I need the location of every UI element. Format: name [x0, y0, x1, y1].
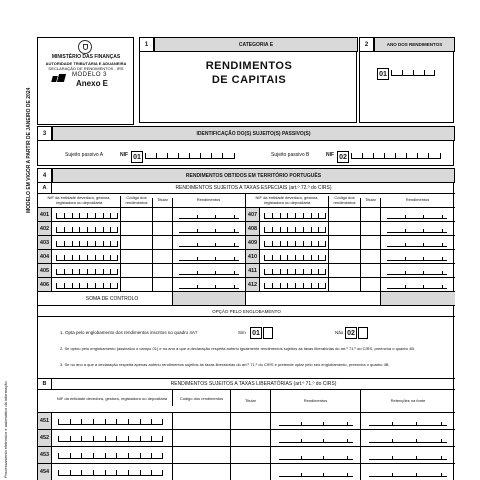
rendimentos-cell	[270, 464, 360, 480]
year-input[interactable]	[391, 70, 435, 76]
col-titular-header: Titular	[152, 198, 172, 207]
nif-input[interactable]	[264, 241, 326, 247]
titular-input[interactable]	[360, 264, 380, 277]
sim-label: Sim	[238, 330, 246, 335]
table-row	[246, 278, 455, 292]
rendimentos-cell	[172, 208, 246, 221]
rendimentos-input[interactable]	[387, 241, 447, 247]
retencoes-cell	[360, 413, 455, 429]
nif-b-code: 02	[337, 151, 349, 163]
code-input[interactable]	[120, 250, 152, 263]
titular-input[interactable]	[360, 250, 380, 263]
rendimentos-cell	[172, 278, 246, 291]
rendimentos-input[interactable]	[387, 213, 447, 219]
nif-a-code: 01	[131, 151, 143, 163]
colB-code-header: Código dos rendimentos	[172, 390, 230, 406]
subsection-b-title: RENDIMENTOS SUJEITOS A TAXAS LIBERATÓRIAS (art.º 71.º do CIRS)	[52, 378, 455, 390]
col-code-header: Código dos rendimentos	[120, 196, 152, 207]
retencoes-input[interactable]	[369, 437, 447, 443]
col-nif-header: NIF da entidade devedora, gestora, registadora ou depositária	[255, 195, 319, 205]
table-a-right-header	[246, 194, 455, 208]
code-input[interactable]	[328, 208, 360, 221]
control-sum-left[interactable]	[172, 292, 246, 305]
rendimentos-cell	[380, 278, 455, 291]
sim-checkbox[interactable]: 01	[250, 327, 262, 339]
ministry-label: MINISTÉRIO DAS FINANÇAS	[51, 54, 121, 60]
subject-b-label: Sujeito passivo B	[271, 152, 310, 158]
header-logo-block	[37, 37, 134, 125]
nif-input[interactable]	[264, 269, 326, 275]
annex-label: Anexo E	[76, 79, 109, 88]
colB-titular-header: Titular	[230, 390, 270, 413]
table-b-body	[38, 413, 455, 480]
nif-a-input[interactable]	[145, 153, 235, 159]
nif-a-label: NIF	[120, 152, 129, 158]
col-rend-header: Rendimentos	[380, 198, 454, 207]
control-sum-row	[38, 292, 455, 306]
rendimentos-cell	[380, 208, 455, 221]
year-code: 01	[377, 68, 389, 80]
titular-input[interactable]	[152, 208, 172, 221]
subject-a-label: Sujeito passivo A	[65, 152, 104, 158]
row-code: 451	[38, 413, 52, 429]
titular-input[interactable]	[152, 236, 172, 249]
code-input[interactable]	[120, 278, 152, 291]
row-code: 405	[38, 264, 52, 277]
rendimentos-input[interactable]	[179, 213, 239, 219]
row-code: 412	[246, 278, 260, 291]
titular-input[interactable]	[360, 222, 380, 235]
row-code: 401	[38, 208, 52, 221]
titular-input[interactable]	[230, 413, 270, 429]
processing-note: Processamento eletrónico e automático da informação	[3, 381, 8, 478]
rendimentos-cell	[380, 236, 455, 249]
section4-number: 4	[38, 169, 52, 183]
nif-input[interactable]	[56, 269, 118, 275]
nao-mark-box[interactable]	[358, 327, 368, 339]
nif-input[interactable]	[56, 255, 118, 261]
nif-input[interactable]	[58, 453, 163, 459]
table-row	[246, 250, 455, 264]
retencoes-input[interactable]	[369, 420, 447, 426]
table-b-header	[38, 390, 455, 413]
option-q2: 2. Se optou pelo englobamento (assinalou o campo 01) e no ano a que a declaração respeita auferiu igualmente rendimentos sujeitos às taxas liberatórias do art.º 71.º do CIRS, preencha o quadro 4B.	[60, 346, 416, 351]
titular-input[interactable]	[230, 447, 270, 463]
subsection-a-title: RENDIMENTOS SUJEITOS A TAXAS ESPECIAIS (art.º 72.º do CIRS)	[52, 183, 455, 194]
rendimentos-input[interactable]	[179, 241, 239, 247]
table-a-left-header	[38, 194, 246, 208]
code-input[interactable]	[172, 430, 230, 446]
nao-checkbox[interactable]: 02	[345, 327, 357, 339]
authority-label: AUTORIDADE TRIBUTÁRIA E ADUANEIRA	[45, 61, 127, 66]
nif-input[interactable]	[58, 436, 163, 442]
row-code: 403	[38, 236, 52, 249]
code-input[interactable]	[120, 236, 152, 249]
rendimentos-input[interactable]	[387, 227, 447, 233]
at-logo-icon	[52, 74, 66, 84]
titular-input[interactable]	[230, 430, 270, 446]
retencoes-cell	[360, 430, 455, 446]
control-sum-label: SOMA DE CONTROLO	[85, 296, 139, 302]
section4-title: RENDIMENTOS OBTIDOS EM TERRITÓRIO PORTUGUÊS	[52, 168, 455, 183]
retencoes-cell	[360, 447, 455, 463]
row-code: 409	[246, 236, 260, 249]
year-block	[359, 37, 454, 123]
nif-input[interactable]	[56, 241, 118, 247]
titular-input[interactable]	[360, 208, 380, 221]
rendimentos-input[interactable]	[179, 227, 239, 233]
coat-of-arms-icon	[78, 40, 92, 54]
rendimentos-input[interactable]	[279, 471, 353, 477]
option-q3: 3. Se no ano a que a declaração respeita apenas auferiu rendimentos sujeitos às taxas liberatórias do art.º 71.º do CIRS e pretende optar pelo seu englobamento, preencha o quadro 4B.	[60, 362, 390, 367]
table-row	[246, 208, 455, 222]
box2-label: ANO DOS RENDIMENTOS	[374, 37, 455, 52]
rendimentos-cell	[172, 264, 246, 277]
row-code: 454	[38, 464, 52, 480]
nif-input[interactable]	[58, 419, 163, 425]
rendimentos-cell	[172, 236, 246, 249]
option-title: OPÇÃO PELO ENGLOBAMENTO	[38, 306, 455, 317]
table-row	[38, 208, 246, 222]
titular-input[interactable]	[230, 464, 270, 480]
nif-input[interactable]	[264, 227, 326, 233]
rendimentos-cell	[270, 413, 360, 429]
declaration-label: DECLARAÇÃO DE RENDIMENTOS - IRS	[48, 66, 124, 71]
code-input[interactable]	[328, 278, 360, 291]
table-row	[38, 464, 455, 480]
titular-input[interactable]	[360, 278, 380, 291]
row-code: 402	[38, 222, 52, 235]
rendimentos-input[interactable]	[179, 283, 239, 289]
titular-input[interactable]	[152, 250, 172, 263]
titular-input[interactable]	[360, 236, 380, 249]
colB-ret-header: Retenções na fonte	[360, 390, 455, 413]
subsection-a-letter: A	[38, 183, 52, 194]
box1-number: 1	[140, 38, 154, 52]
nif-input[interactable]	[264, 213, 326, 219]
table-row	[38, 278, 246, 292]
titular-input[interactable]	[152, 278, 172, 291]
table-row	[38, 264, 246, 278]
rendimentos-cell	[270, 447, 360, 463]
table-row	[38, 413, 455, 430]
nif-input[interactable]	[58, 470, 163, 476]
box2-number: 2	[360, 38, 374, 52]
code-input[interactable]	[120, 222, 152, 235]
rendimentos-cell	[172, 222, 246, 235]
code-input[interactable]	[172, 464, 230, 480]
rendimentos-input[interactable]	[387, 283, 447, 289]
nif-b-input[interactable]	[351, 153, 441, 159]
row-code: 404	[38, 250, 52, 263]
row-code: 410	[246, 250, 260, 263]
subsection-b-letter: B	[38, 378, 52, 390]
nif-input[interactable]	[56, 213, 118, 219]
table-row	[246, 236, 455, 250]
colB-rend-header: Rendimentos	[270, 390, 360, 413]
nif-input[interactable]	[56, 283, 118, 289]
rendimentos-cell	[380, 222, 455, 235]
code-input[interactable]	[328, 236, 360, 249]
table-row	[38, 447, 455, 464]
section4	[37, 168, 454, 480]
control-sum-right[interactable]	[380, 292, 455, 305]
option-q1: 1. Opta pelo englobamento dos rendimentos inscritos no quadro 4A?	[60, 330, 198, 335]
retencoes-cell	[360, 464, 455, 480]
nao-label: Não	[335, 330, 344, 335]
model-validity-text: MODELO EM VIGOR A PARTIR DE JANEIRO DE 2024	[26, 87, 32, 213]
table-row	[38, 222, 246, 236]
rendimentos-input[interactable]	[387, 255, 447, 261]
rendimentos-input[interactable]	[387, 269, 447, 275]
rendimentos-cell	[380, 264, 455, 277]
code-input[interactable]	[328, 222, 360, 235]
title-line2: DE CAPITAIS	[211, 74, 287, 86]
nif-input[interactable]	[56, 227, 118, 233]
col-rend-header: Rendimentos	[172, 198, 244, 207]
code-input[interactable]	[120, 208, 152, 221]
rendimentos-input[interactable]	[279, 454, 353, 460]
table-row	[246, 222, 455, 236]
rendimentos-cell	[172, 250, 246, 263]
nif-input[interactable]	[264, 255, 326, 261]
col-titular-header: Titular	[360, 198, 380, 207]
category-block	[139, 37, 357, 123]
code-input[interactable]	[120, 264, 152, 277]
colB-nif-header: NIF da entidade devedora, gestora, registadora ou depositária	[56, 396, 168, 401]
nif-input[interactable]	[264, 283, 326, 289]
table-row	[38, 250, 246, 264]
col-code-header: Código dos rendimentos	[328, 196, 360, 207]
row-code: 411	[246, 264, 260, 277]
section3	[37, 126, 454, 166]
rendimentos-cell	[380, 250, 455, 263]
retencoes-input[interactable]	[369, 454, 447, 460]
sim-mark-box[interactable]	[263, 327, 273, 339]
code-input[interactable]	[172, 447, 230, 463]
retencoes-input[interactable]	[369, 471, 447, 477]
row-code: 407	[246, 208, 260, 221]
code-input[interactable]	[172, 413, 230, 429]
titular-input[interactable]	[152, 264, 172, 277]
rendimentos-input[interactable]	[179, 255, 239, 261]
code-input[interactable]	[328, 250, 360, 263]
table-row	[38, 236, 246, 250]
rendimentos-input[interactable]	[279, 420, 353, 426]
model-label: MODELO 3	[72, 72, 108, 78]
row-code: 408	[246, 222, 260, 235]
col-nif-header: NIF da entidade devedora, gestora, registadora ou depositária	[47, 195, 111, 205]
title-line1: RENDIMENTOS	[205, 60, 293, 72]
rendimentos-input[interactable]	[179, 269, 239, 275]
section3-title: IDENTIFICAÇÃO DO(S) SUJEITO(S) PASSIVO(S)	[52, 126, 455, 141]
row-code: 406	[38, 278, 52, 291]
rendimentos-cell	[270, 430, 360, 446]
nif-b-label: NIF	[326, 152, 335, 158]
section3-number: 3	[38, 127, 52, 141]
row-code: 453	[38, 447, 52, 463]
code-input[interactable]	[328, 264, 360, 277]
box1-label: CATEGORIA E	[154, 37, 358, 52]
table-row	[246, 264, 455, 278]
table-row	[38, 430, 455, 447]
titular-input[interactable]	[152, 222, 172, 235]
row-code: 452	[38, 430, 52, 446]
rendimentos-input[interactable]	[279, 437, 353, 443]
